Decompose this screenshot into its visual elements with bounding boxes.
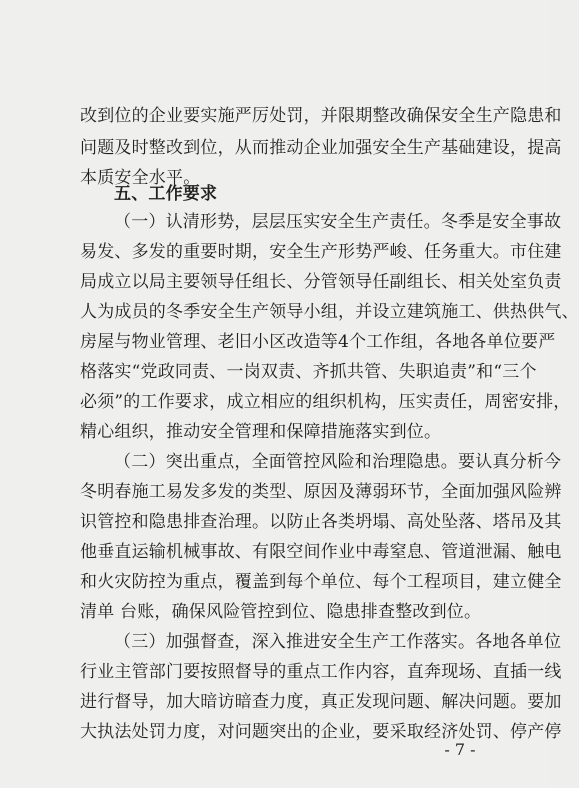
body-line-16: 和火灾防控为重点，覆盖到每个单位、每个工程项目，建立健全 <box>80 572 562 592</box>
body-line-3: 本质安全水平。 <box>80 168 201 188</box>
body-line-17: 清单 台账，确保风险管控到位、隐患排查整改到位。 <box>80 602 482 622</box>
subheading-1: （一）认清形势，层层压实安全生产责任。 <box>114 212 441 232</box>
body-line-2: 问题及时整改到位，从而推动企业加强安全生产基础建设，提高 <box>80 138 562 158</box>
body-line-1: 改到位的企业要实施严厉处罚，并限期整改确保安全生产隐患和 <box>80 106 562 126</box>
body-line-14: 识管控和隐患排查治理。以防止各类坍塌、高处坠落、塔吊及其 <box>80 512 562 532</box>
body-line-9: 格落实“党政同责、一岗双责、齐抓共管、失职追责”和“三个 <box>80 362 537 382</box>
body-line-7: 人为成员的冬季安全生产领导小组，并设立建筑施工、供热供气、 <box>80 302 579 322</box>
paragraph-2-text-start: 要认真分析今 <box>458 452 562 472</box>
body-line-10: 必须”的工作要求，成立相应的组织机构，压实责任，周密安排， <box>80 392 571 412</box>
paragraph-1-text-start: 冬季是安全事故 <box>440 212 562 232</box>
body-line-8: 房屋与物业管理、老旧小区改造等4个工作组，各地各单位要严 <box>80 332 556 352</box>
body-line-5: 易发、多发的重要时期，安全生产形势严峻、任务重大。市住建 <box>80 242 562 262</box>
body-line-6: 局成立以局主要领导任组长、分管领导任副组长、相关处室负责 <box>80 272 562 292</box>
page-number: - 7 - <box>444 740 476 759</box>
subheading-3: （三）加强督查，深入推进安全生产工作落实。 <box>114 632 476 652</box>
body-line-11: 精心组织，推动安全管理和保障措施落实到位。 <box>80 422 442 442</box>
body-line-21: 大执法处罚力度，对问题突出的企业，要采取经济处罚、停产停 <box>80 722 562 742</box>
paragraph-2-first-line <box>114 450 562 474</box>
body-line-13: 冬明春施工易发多发的类型、原因及薄弱环节，全面加强风险辨 <box>80 482 562 502</box>
body-line-20: 进行督导，加大暗访暗查力度，真正发现问题、解决问题。要加 <box>80 692 562 712</box>
body-line-15: 他垂直运输机械事故、有限空间作业中毒窒息、管道泄漏、触电 <box>80 542 562 562</box>
paragraph-1-first-line <box>114 210 562 234</box>
paragraph-3-text-start: 各地各单位 <box>475 632 562 652</box>
body-line-19: 行业主管部门要按照督导的重点工作内容，直奔现场、直插一线 <box>80 662 562 682</box>
paragraph-3-first-line <box>114 630 562 654</box>
subheading-2: （二）突出重点，全面管控风险和治理隐患。 <box>114 452 458 472</box>
section-heading: 五、工作要求 <box>114 184 218 204</box>
